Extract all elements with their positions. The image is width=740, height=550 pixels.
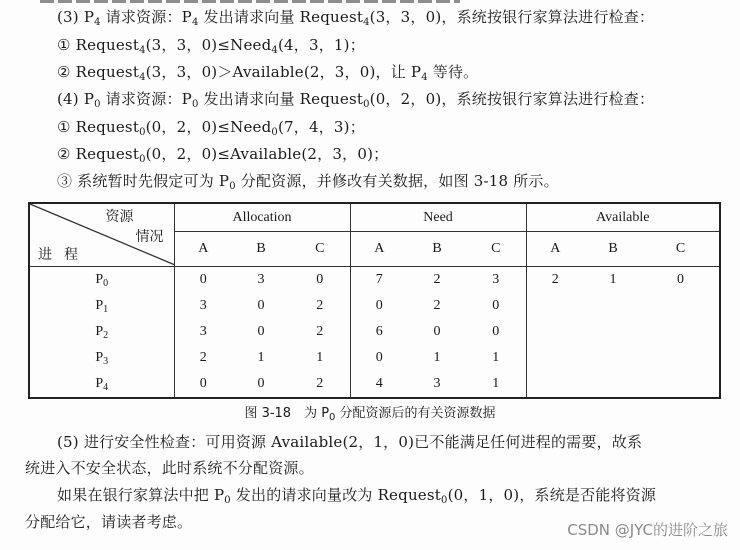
allocation-c: 0 bbox=[316, 272, 324, 287]
question-line1 bbox=[57, 485, 656, 505]
need-c: 1 bbox=[492, 350, 500, 365]
text: 图 3-18 为 P bbox=[244, 406, 330, 421]
corner-label-process: 进程 bbox=[38, 248, 90, 263]
question-line2: 分配给它，请读者考虑。 bbox=[25, 513, 193, 531]
subscript: 0 bbox=[191, 99, 199, 110]
subcol-header: C bbox=[466, 232, 526, 267]
allocation-b: 0 bbox=[257, 298, 265, 313]
step5-line1: (5) 进行安全性检查：可用资源 Available(2，1，0)已不能满足任何进程的需要，故系 bbox=[57, 433, 643, 451]
need-b: 2 bbox=[433, 272, 441, 287]
text: (4，3，1)； bbox=[277, 36, 365, 54]
process-name: $P_2$ bbox=[29, 319, 174, 345]
available-a bbox=[526, 319, 584, 345]
need-b: 3 bbox=[433, 376, 441, 391]
step4-title bbox=[57, 89, 654, 109]
need-c: 0 bbox=[492, 324, 500, 339]
table-row bbox=[29, 267, 720, 294]
subscript: 0 bbox=[441, 495, 448, 506]
text: (0，1，0)，系统是否能将资源 bbox=[447, 486, 657, 504]
text: (3，3，0)，系统按银行家算法进行检查： bbox=[369, 8, 655, 26]
subscript: 0 bbox=[329, 412, 336, 423]
text: 请求资源：P bbox=[100, 90, 192, 108]
available-c bbox=[642, 371, 720, 398]
subscript: 4 bbox=[139, 45, 146, 56]
subscript: 0 bbox=[139, 154, 146, 165]
subcol-header: A bbox=[350, 232, 408, 267]
allocation-a: 3 bbox=[199, 324, 207, 339]
text: 如果在银行家算法中把 P bbox=[57, 486, 225, 504]
group-header-allocation: Allocation bbox=[174, 203, 350, 232]
need-c: 3 bbox=[492, 272, 500, 287]
need-c: 1 bbox=[492, 376, 500, 391]
text: ② Request bbox=[57, 63, 140, 81]
text: 发出请求向量 Request bbox=[198, 8, 364, 26]
subscript: 4 bbox=[139, 72, 146, 83]
allocation-b: 0 bbox=[257, 376, 265, 391]
subscript: 0 bbox=[94, 99, 101, 110]
allocation-b: 0 bbox=[257, 324, 265, 339]
allocation-c: 1 bbox=[316, 350, 324, 365]
text: 分配资源后的有关资源数据 bbox=[335, 406, 496, 421]
subcol-header: A bbox=[174, 232, 232, 267]
text: 等待。 bbox=[427, 63, 479, 81]
text: ② Request bbox=[57, 145, 140, 163]
text: ① Request bbox=[57, 36, 140, 54]
available-a bbox=[526, 371, 584, 398]
table-row bbox=[29, 319, 720, 345]
table-row bbox=[29, 293, 720, 319]
step4-check2 bbox=[57, 144, 388, 164]
text: ① Request bbox=[57, 118, 140, 136]
process-name: $P_1$ bbox=[29, 293, 174, 319]
need-a: 0 bbox=[350, 345, 408, 371]
subscript: 0 bbox=[271, 127, 278, 138]
allocation-a: 0 bbox=[199, 272, 207, 287]
step3-check2 bbox=[57, 62, 478, 82]
subscript: 0 bbox=[224, 495, 231, 506]
available-b bbox=[584, 293, 642, 319]
need-a: 7 bbox=[350, 267, 408, 294]
allocation-a: 0 bbox=[199, 376, 207, 391]
available-b: 1 bbox=[609, 272, 617, 287]
csdn-watermark: CSDN @JYC的进阶之旅 bbox=[567, 521, 728, 539]
group-header-available: Available bbox=[526, 203, 720, 232]
subscript: 4 bbox=[363, 17, 370, 28]
process-name: $P_4$ bbox=[29, 371, 174, 398]
text: (3，3，0)≤Need bbox=[145, 36, 272, 54]
subscript: 4 bbox=[94, 17, 101, 28]
subscript: 4 bbox=[191, 17, 199, 28]
step3-title bbox=[57, 7, 654, 27]
available-b bbox=[584, 345, 642, 371]
need-a: 4 bbox=[350, 371, 408, 398]
table-row bbox=[29, 345, 720, 371]
need-b: 1 bbox=[433, 350, 441, 365]
subscript: 0 bbox=[139, 127, 146, 138]
allocation-c: 2 bbox=[316, 324, 324, 339]
need-a: 6 bbox=[350, 319, 408, 345]
process-name: $P_3$ bbox=[29, 345, 174, 371]
diagonal-header-cell bbox=[29, 203, 174, 267]
table-row bbox=[29, 371, 720, 398]
subcol-header: C bbox=[642, 232, 720, 267]
subscript: 0 bbox=[229, 181, 236, 192]
allocation-b: 1 bbox=[257, 350, 265, 365]
need-b: 0 bbox=[433, 324, 441, 339]
text: (0，2，0)≤Need bbox=[145, 118, 272, 136]
allocation-a: 3 bbox=[199, 298, 207, 313]
figure-caption bbox=[0, 402, 740, 421]
text: (0，2，0)，系统按银行家算法进行检查： bbox=[369, 90, 655, 108]
subscript: 4 bbox=[421, 72, 428, 83]
step4-check3 bbox=[57, 171, 559, 191]
available-c bbox=[642, 319, 720, 345]
available-b bbox=[584, 371, 642, 398]
step3-check1 bbox=[57, 35, 365, 55]
subscript: 4 bbox=[271, 45, 278, 56]
available-a bbox=[526, 345, 584, 371]
allocation-b: 3 bbox=[257, 272, 265, 287]
text: (4) P bbox=[57, 90, 95, 108]
available-b bbox=[584, 319, 642, 345]
text: 发出请求向量 Request bbox=[198, 90, 364, 108]
text: (3) P bbox=[57, 8, 95, 26]
allocation-a: 2 bbox=[199, 350, 207, 365]
text: (0，2，0)≤Available(2，3，0)； bbox=[145, 145, 389, 163]
text: 请求资源：P bbox=[100, 8, 192, 26]
corner-label-resource: 资源 bbox=[105, 210, 134, 225]
corner-label-status: 情况 bbox=[135, 230, 164, 245]
available-c: 0 bbox=[677, 272, 685, 287]
need-b: 2 bbox=[433, 298, 441, 313]
text: (3，3，0)＞Available(2，3，0)，让 P bbox=[145, 63, 422, 81]
text: 分配资源，并修改有关数据，如图 3-18 所示。 bbox=[235, 172, 559, 190]
text: (7，4，3)； bbox=[277, 118, 365, 136]
subcol-header: B bbox=[408, 232, 466, 267]
group-header-need: Need bbox=[350, 203, 526, 232]
available-a: 2 bbox=[526, 267, 584, 294]
available-c bbox=[642, 293, 720, 319]
allocation-c: 2 bbox=[316, 376, 324, 391]
text: 发出的请求向量改为 Request bbox=[230, 486, 442, 504]
available-c bbox=[642, 345, 720, 371]
subcol-header: B bbox=[232, 232, 290, 267]
process-name: $P_0$ bbox=[29, 267, 174, 294]
resource-table bbox=[28, 202, 719, 393]
subcol-header: B bbox=[584, 232, 642, 267]
cropped-previous-line bbox=[40, 0, 460, 3]
step4-check1 bbox=[57, 117, 365, 137]
need-c: 0 bbox=[492, 298, 500, 313]
step5-line2: 统进入不安全状态，此时系统不分配资源。 bbox=[25, 459, 314, 477]
subscript: 0 bbox=[363, 99, 370, 110]
subcol-header: A bbox=[526, 232, 584, 267]
text: ③ 系统暂时先假定可为 P bbox=[57, 172, 230, 190]
allocation-c: 2 bbox=[316, 298, 324, 313]
available-a bbox=[526, 293, 584, 319]
need-a: 0 bbox=[350, 293, 408, 319]
subcol-header: C bbox=[290, 232, 350, 267]
